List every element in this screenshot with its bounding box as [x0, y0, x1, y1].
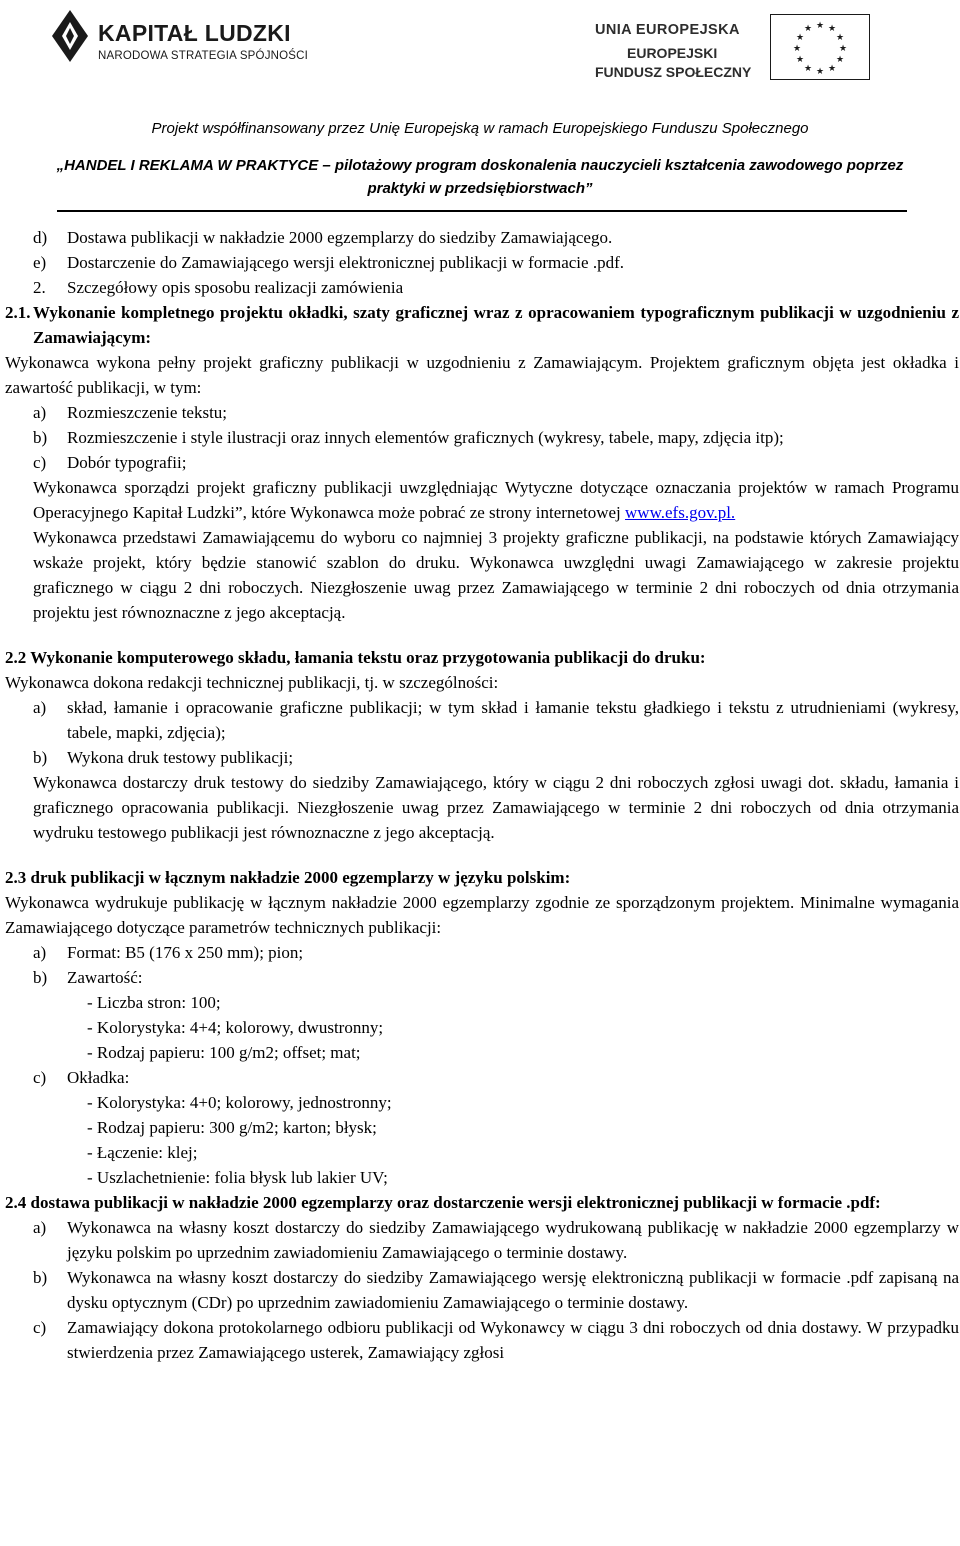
section-2-3-item-b: b) Zawartość: [33, 968, 143, 987]
svg-text:★: ★ [838, 44, 848, 54]
section-2-4-item-c: c) Zamawiający dokona protokolarnego odbioru publikacji od Wykonawcy w ciągu 3 dni roboczych od dnia dostawy. W przypadku stwierdzenia przez Zamawiającego usterek, Zamawiający zgłosi [33, 1318, 959, 1362]
kapital-ludzki-emblem-icon [50, 8, 90, 64]
section-2-3-b-sub-2: - Kolorystyka: 4+4; kolorowy, dwustronny; [87, 1018, 384, 1037]
svg-text:★: ★ [795, 33, 805, 43]
section-2-3-c-sub-1: - Kolorystyka: 4+0; kolorowy, jednostronny; [87, 1093, 392, 1112]
list-item-e: e) Dostarczenie do Zamawiającego wersji elektronicznej publikacji w formacie .pdf. [33, 253, 624, 272]
section-2-2-item-b: b) Wykona druk testowy publikacji; [33, 748, 294, 767]
section-2-1-paragraph-1: Wykonawca wykona pełny projekt graficzny publikacji w uzgodnieniu z Zamawiającym. Projektem graficznym objęta jest okładka i zawartość publikacji, w tym: [5, 353, 959, 397]
section-2-1-paragraph-3: Wykonawca przedstawi Zamawiającemu do wyboru co najmniej 3 projekty graficzne publikacji, na podstawie których Zamawiający wskaże projekt, który będzie stanowić szablon do druku. Wykonawca uwzględni uwagi Zamawiającego w zakresie projektu graficznego w ciągu 2 dni roboczych. Niezgłoszenie uwag przez Zamawiającego w terminie 2 dni roboczych od dnia otrzymania projektu jest równoznaczne z jego akceptacją. [33, 528, 959, 622]
section-2-1-item-a: a) Rozmieszczenie tekstu; [33, 403, 228, 422]
svg-text:★: ★ [835, 55, 845, 65]
eu-logo-line2: EUROPEJSKI [627, 45, 718, 61]
section-2-4-heading: 2.4 dostawa publikacji w nakładzie 2000 egzemplarzy oraz dostarczenie wersji elektronicznej publikacji w formacie .pdf: [5, 1193, 881, 1212]
section-2-1-item-b: b) Rozmieszczenie i style ilustracji oraz innych elementów graficznych (wykresy, tabele, mapy, zdjęcia itp); [33, 428, 784, 447]
section-2-2-paragraph-2: Wykonawca dostarczy druk testowy do siedziby Zamawiającego, który w ciągu 2 dni roboczych zgłosi uwagi dot. składu, łamania i graficznego opracowania publikacji. Niezgłoszenie uwag przez Zamawiającego w terminie 2 dni roboczych od dnia otrzymania wydruku testowego publikacji jest równoznaczne z jego akceptacją. [33, 773, 959, 842]
svg-text:★: ★ [815, 21, 825, 31]
section-2-4-item-a: a) Wykonawca na własny koszt dostarczy do siedziby Zamawiającego wydrukowaną publikację w nakładzie 2000 egzemplarzy w języku polskim po uprzednim zawiadomieniu Zamawiającego o terminie dostawy. [33, 1218, 959, 1262]
svg-text:★: ★ [803, 64, 813, 74]
svg-text:★: ★ [795, 55, 805, 65]
section-2-3-c-sub-4: - Uszlachetnienie: folia błysk lub lakier UV; [87, 1168, 388, 1187]
section-2-3-c-sub-2: - Rodzaj papieru: 300 g/m2; karton; błysk; [87, 1118, 377, 1137]
section-2-2-item-a: a) skład, łamanie i opracowanie graficzne publikacji; w tym skład i łamanie tekstu gładkiego i tekstu z utrudnieniami (wykresy, tabele, mapki, zdjęcia); [33, 698, 959, 742]
section-2-3-c-sub-3: - Łączenie: klej; [87, 1143, 198, 1162]
section-2-3-b-sub-1: - Liczba stron: 100; [87, 993, 221, 1012]
list-item-d: d) Dostawa publikacji w nakładzie 2000 egzemplarzy do siedziby Zamawiającego. [33, 228, 613, 247]
section-2-1-paragraph-2: Wykonawca sporządzi projekt graficzny publikacji uwzględniając Wytyczne dotyczące oznaczania projektów w ramach Programu Operacyjnego Kapitał Ludzki”, które Wykonawca może pobrać ze strony internetowej www.efs.gov.pl. [33, 478, 959, 522]
document-body [5, 225, 959, 1365]
svg-text:★: ★ [815, 67, 825, 77]
header-project-title-cont: praktyki w przedsiębiorstwach” [367, 180, 593, 197]
section-2-3-item-c: c) Okładka: [33, 1068, 130, 1087]
eu-logo-line3: FUNDUSZ SPOŁECZNY [595, 64, 752, 80]
section-2-3-paragraph-1: Wykonawca wydrukuje publikację w łącznym nakładzie 2000 egzemplarzy zgodnie ze sporządzonym projektem. Minimalne wymagania Zamawiającego dotyczące parametrów technicznych publikacji: [5, 893, 959, 937]
section-2-1-heading: 2.1. Wykonanie kompletnego projektu okładki, szaty graficznej wraz z opracowaniem typograficznym publikacji w uzgodnieniu z Zamawiającym: [5, 303, 959, 347]
section-2-1-item-c: c) Dobór typografii; [33, 453, 187, 472]
svg-text:★: ★ [835, 33, 845, 43]
section-2-3-b-sub-3: - Rodzaj papieru: 100 g/m2; offset; mat; [87, 1043, 361, 1062]
document-header [0, 0, 960, 215]
header-project-title: „HANDEL I REKLAMA W PRAKTYCE – pilotażowy program doskonalenia nauczycieli kształcenia zawodowego poprzez [56, 157, 904, 174]
svg-text:★: ★ [827, 64, 837, 74]
section-2-3-heading: 2.3 druk publikacji w łącznym nakładzie 2000 egzemplarzy w języku polskim: [5, 868, 571, 887]
header-cofinancing-line: Projekt współfinansowany przez Unię Europejską w ramach Europejskiego Funduszu Społecznego [151, 120, 809, 137]
section-2-2-paragraph-1: Wykonawca dokona redakcji technicznej publikacji, tj. w szczególności: [5, 673, 499, 692]
svg-text:★: ★ [803, 24, 813, 34]
kapital-ludzki-title: KAPITAŁ LUDZKI [98, 20, 291, 46]
efs-link[interactable]: www.efs.gov.pl. [625, 503, 736, 522]
svg-text:★: ★ [827, 24, 837, 34]
section-2-2-heading: 2.2 Wykonanie komputerowego składu, łamania tekstu oraz przygotowania publikacji do druku: [5, 648, 706, 667]
eu-logo-line1: UNIA EUROPEJSKA [595, 22, 740, 38]
eu-logo [575, 6, 915, 86]
eu-flag-icon [770, 14, 870, 80]
section-2-heading: 2. Szczegółowy opis sposobu realizacji zamówienia [33, 278, 404, 297]
header-divider [57, 210, 907, 212]
svg-text:★: ★ [792, 44, 802, 54]
section-2-4-item-b: b) Wykonawca na własny koszt dostarczy do siedziby Zamawiającego wersję elektroniczną publikacji w formacie .pdf zapisaną na dysku optycznym (CDr) po uprzednim zawiadomieniu Zamawiającego o terminie dostawy. [33, 1268, 959, 1312]
section-2-3-item-a: a) Format: B5 (176 x 250 mm); pion; [33, 943, 304, 962]
kapital-ludzki-logo [50, 6, 350, 86]
kapital-ludzki-subtitle: NARODOWA STRATEGIA SPÓJNOŚCI [98, 50, 309, 62]
